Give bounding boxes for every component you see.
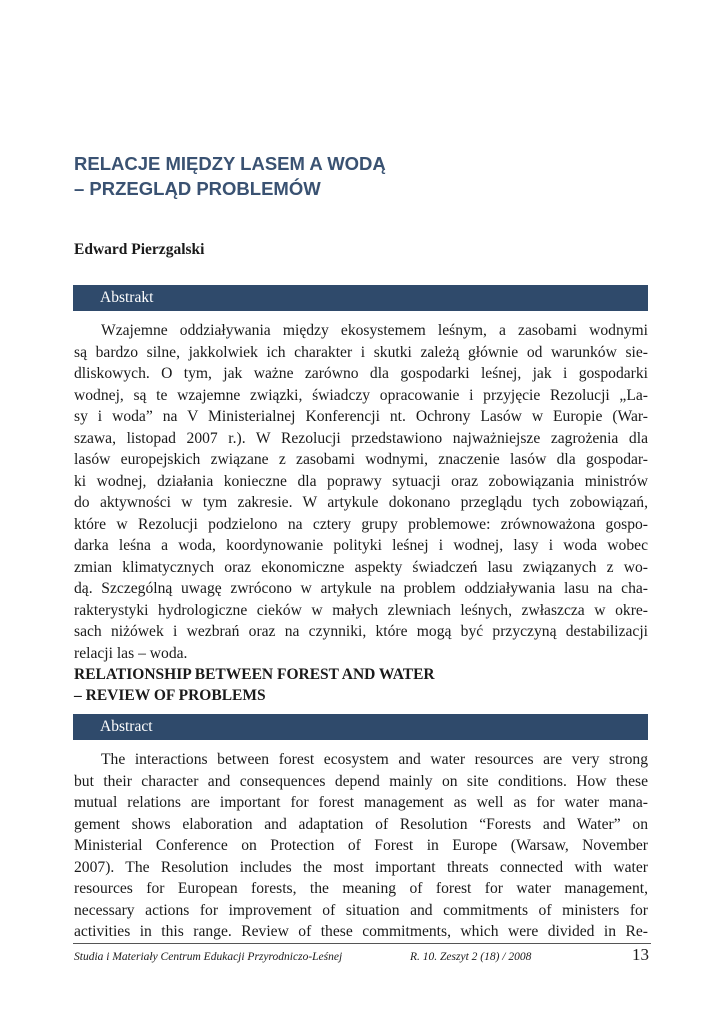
abstract-label: Abstract xyxy=(100,718,153,735)
abstract-line: gement shows elaboration and adaptation of Resolution “Forests and Water” on xyxy=(74,815,648,833)
abstrakt-line: lasów europejskich związane z zasobami wodnymi, znaczenie lasów dla gospodar- xyxy=(74,451,648,468)
abstrakt-line: wodnej, są te wzajemne związki, świadczy opracowanie i przyjęcie Rezolucji „La- xyxy=(74,386,648,404)
footer-journal-name: Studia i Materiały Centrum Edukacji Przyrodniczo-Leśnej xyxy=(74,951,343,963)
title-line-2: – PRZEGLĄD PROBLEMÓW xyxy=(74,178,321,199)
abstrakt-line: dliskowych. O tym, jak ważne zarówno dla gospodarki leśnej, jak i gospodarki xyxy=(74,365,648,382)
abstract-line: Ministerial Conference on Protection of Forest in Europe (Warsaw, November xyxy=(74,837,648,854)
abstrakt-line: rakterystyki hydrologiczne cieków w małych zlewniach leśnych, zwłaszcza w okre- xyxy=(74,601,648,619)
abstrakt-line: Wzajemne oddziaływania między ekosystemem leśnym, a zasobami wodnymi xyxy=(101,322,648,339)
abstract-line: resources for European forests, the meaning of forest for water management, xyxy=(74,880,648,897)
author-name: Edward Pierzgalski xyxy=(74,241,205,258)
footer-issue: R. 10. Zeszyt 2 (18) / 2008 xyxy=(410,951,532,963)
abstract-line: mutual relations are important for forest management as well as for water mana- xyxy=(74,794,648,811)
abstract-body xyxy=(74,749,648,943)
abstrakt-line: szawa, listopad 2007 r.). W Rezolucji przedstawiono najważniejsze zagrożenia dla xyxy=(74,429,648,447)
abstrakt-line: darka leśna a woda, koordynowanie polityki leśnej i wodnej, lasy i woda wobec xyxy=(74,537,648,554)
abstrakt-label: Abstrakt xyxy=(100,289,154,306)
abstrakt-header-bar xyxy=(73,285,648,311)
footer-divider xyxy=(73,943,651,944)
abstract-line: 2007). The Resolution includes the most important threats connected with water xyxy=(74,858,648,876)
abstract-line: but their character and consequences depend mainly on site conditions. How these xyxy=(74,772,648,790)
abstrakt-line: relacji las – woda. xyxy=(74,644,188,662)
abstrakt-line: które w Rezolucji podzielono na cztery grupy problemowe: zrównoważona gospo- xyxy=(74,515,648,533)
abstrakt-line: sy i woda” na V Ministerialnej Konferencji nt. Ochrony Lasów w Europie (War- xyxy=(74,408,648,425)
abstract-header-bar xyxy=(73,714,648,740)
abstract-line: activities in this range. Review of these commitments, which were divided in Re- xyxy=(74,923,648,940)
page-number: 13 xyxy=(632,945,649,964)
abstract-line: necessary actions for improvement of situation and commitments of ministers for xyxy=(74,901,648,919)
english-title xyxy=(74,664,435,706)
abstrakt-line: ki wodnej, działania konieczne dla poprawy sytuacji oraz zobowiązania ministrów xyxy=(74,472,648,490)
abstrakt-line: zmian klimatycznych oraz ekonomiczne aspekty świadczeń lasu związanych z wo- xyxy=(74,558,648,576)
abstract-line: The interactions between forest ecosystem and water resources are very strong xyxy=(101,751,648,768)
english-title-line-1: RELATIONSHIP BETWEEN FOREST AND WATER xyxy=(74,666,435,683)
abstrakt-body xyxy=(74,320,648,664)
title-line-1: RELACJE MIĘDZY LASEM A WODĄ xyxy=(74,153,386,174)
abstrakt-line: sach niżówek i wezbrań oraz na czynniki, które mogą być przyczyną destabilizacji xyxy=(74,623,648,640)
abstrakt-line: do aktywności w tym zakresie. W artykule dokonano przeglądu tych zobowiązań, xyxy=(74,494,648,511)
article-title xyxy=(74,151,634,201)
english-title-line-2: – REVIEW OF PROBLEMS xyxy=(74,687,266,704)
abstrakt-line: dą. Szczególną uwagę zwrócono w artykule na problem oddziaływania lasu na cha- xyxy=(74,580,648,597)
abstrakt-line: są bardzo silne, jakkolwiek ich charakter i skutki zależą głównie od warunków sie- xyxy=(74,343,648,361)
